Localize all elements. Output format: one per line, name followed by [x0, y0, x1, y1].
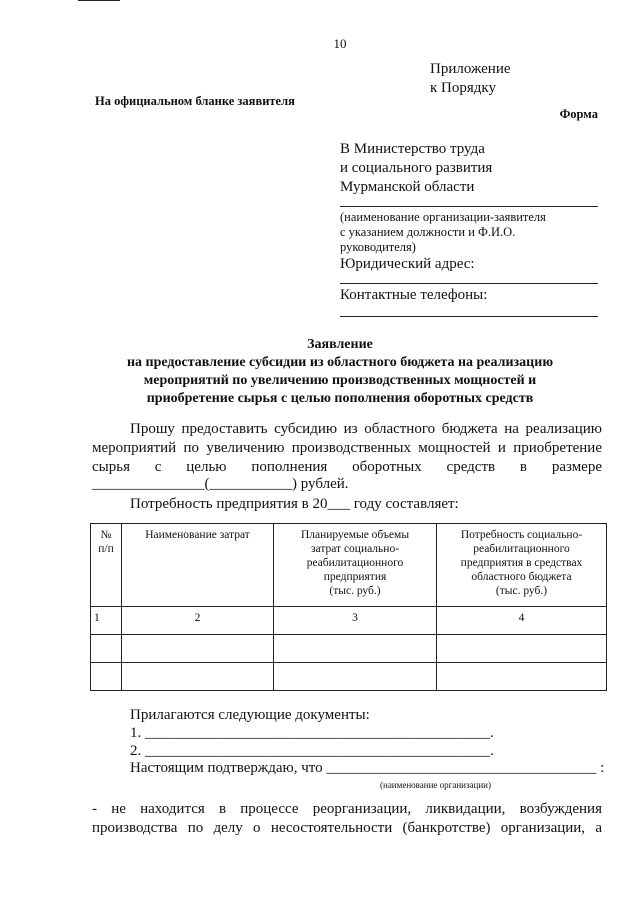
table-number-row — [91, 607, 607, 635]
org-name-line — [340, 206, 598, 207]
org-note-line-1: (наименование организации-заявителя — [340, 210, 546, 224]
table-header-row — [91, 524, 607, 607]
header-cell: № п/п — [91, 524, 122, 607]
header-cell: Планируемые объемы затрат социально- реабилитационного предприятия (тыс. руб.) — [274, 524, 437, 607]
header-cell: Наименование затрат — [122, 524, 274, 607]
bottom-line-1: - не находится в процессе реорганизации, ликвидации, возбуждения — [92, 801, 602, 817]
page-number: 10 — [333, 36, 347, 51]
table-cell — [437, 635, 607, 663]
top-rule — [78, 0, 120, 1]
phones-line — [340, 316, 598, 317]
table-cell — [91, 663, 122, 691]
appendix-note — [430, 60, 511, 98]
table-cell — [122, 635, 274, 663]
confirm-text: Настоящим подтверждаю, что ____________________________________ : — [130, 760, 605, 776]
legal-address-line — [340, 283, 598, 284]
request-paragraph — [92, 420, 602, 477]
documents-title: Прилагаются следующие документы: — [130, 707, 370, 723]
request-line-1: Прошу предоставить субсидию из областного бюджета на реализацию — [130, 421, 602, 437]
title-line-2: на предоставление субсидии из областного бюджета на реализацию — [126, 355, 554, 370]
table-cell — [91, 635, 122, 663]
column-number: 4 — [437, 607, 607, 635]
request-line-2: мероприятий по увеличению производственных мощностей и приобретение — [92, 440, 602, 456]
legal-address-label: Юридический адрес: — [340, 256, 475, 272]
document-item-2: 2. ______________________________________________. — [130, 743, 494, 759]
bottom-line-2: производства по делу о несостоятельности (банкротстве) организации, а — [92, 820, 602, 836]
request-line-3: сырья с целью пополнения оборотных средств в размере — [92, 459, 602, 475]
need-text: Потребность предприятия в 20___ году составляет: — [130, 496, 459, 512]
document-title — [0, 336, 640, 408]
recipient-line-1: В Министерство труда — [340, 141, 485, 157]
table-row — [91, 635, 607, 663]
phones-label: Контактные телефоны: — [340, 287, 488, 303]
org-name-note — [340, 210, 546, 255]
recipient-block — [340, 140, 492, 197]
header-cell: Потребность социально- реабилитационного предприятия в средствах областного бюджета (тыс. руб.) — [437, 524, 607, 607]
form-label: Форма — [559, 107, 598, 121]
recipient-line-3: Мурманской области — [340, 179, 475, 195]
table-cell — [274, 635, 437, 663]
table-row — [91, 663, 607, 691]
column-number: 3 — [274, 607, 437, 635]
table-cell — [274, 663, 437, 691]
column-number: 1 — [91, 607, 122, 635]
blank-note: На официальном бланке заявителя — [95, 94, 295, 108]
request-amount: _______________(___________) рублей. — [92, 476, 349, 492]
recipient-line-2: и социального развития — [340, 160, 493, 176]
org-note-line-3: руководителя) — [340, 240, 416, 254]
document-item-1: 1. ______________________________________________. — [130, 725, 494, 741]
column-number: 2 — [122, 607, 274, 635]
table-cell — [437, 663, 607, 691]
costs-table — [90, 523, 607, 691]
title-line-4: приобретение сырья с целью пополнения оборотных средств — [146, 391, 534, 406]
confirm-org-caption: (наименование организации) — [380, 780, 491, 790]
title-line-1: Заявление — [307, 337, 373, 352]
appendix-line-1: Приложение — [430, 61, 511, 77]
title-line-3: мероприятий по увеличению производственных мощностей и — [143, 373, 537, 388]
table-cell — [122, 663, 274, 691]
appendix-line-2: к Порядку — [430, 80, 496, 96]
bottom-paragraph — [92, 800, 602, 838]
org-note-line-2: с указанием должности и Ф.И.О. — [340, 225, 516, 239]
